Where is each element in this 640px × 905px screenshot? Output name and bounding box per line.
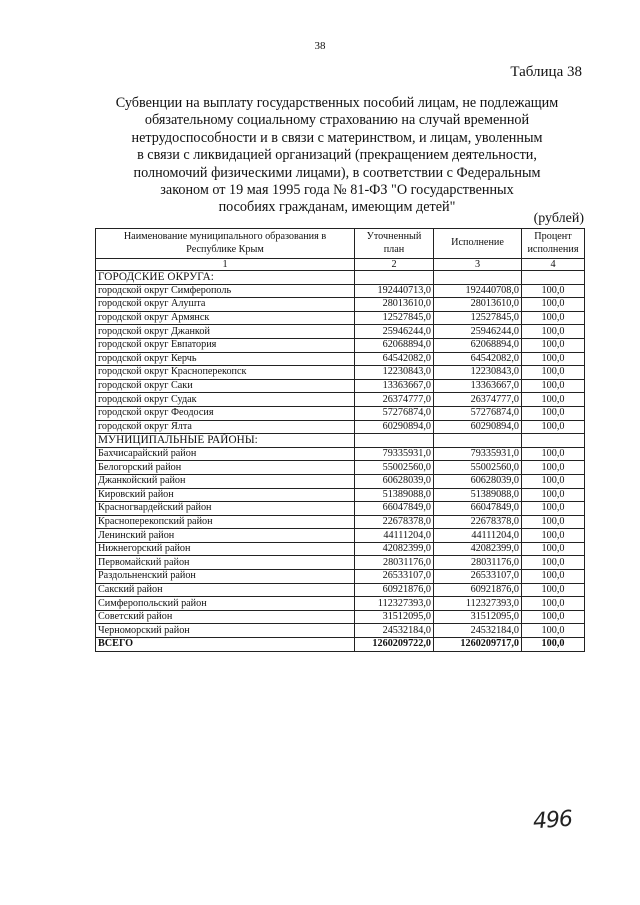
cell-plan: 79335931,0 — [355, 447, 434, 461]
cell-name: городской округ Алушта — [96, 298, 355, 312]
column-number: 1 — [96, 259, 355, 271]
cell-name: городской округ Джанкой — [96, 325, 355, 339]
cell-name: ГОРОДСКИЕ ОКРУГА: — [96, 271, 355, 285]
cell-percent: 100,0 — [522, 556, 585, 570]
cell-execution: 26374777,0 — [434, 393, 522, 407]
cell-plan: 57276874,0 — [355, 406, 434, 420]
table-row — [96, 597, 585, 611]
header-name: Наименование муниципального образования в Республике Крым — [96, 229, 355, 259]
cell-name: Бахчисарайский район — [96, 447, 355, 461]
handwritten-page-number: 496 — [532, 806, 573, 835]
cell-execution: 44111204,0 — [434, 529, 522, 543]
cell-name: ВСЕГО — [96, 638, 355, 652]
cell-plan: 12230843,0 — [355, 366, 434, 380]
table-row — [96, 624, 585, 638]
section-row — [96, 434, 585, 448]
cell-plan: 25946244,0 — [355, 325, 434, 339]
cell-execution: 79335931,0 — [434, 447, 522, 461]
cell-percent: 100,0 — [522, 311, 585, 325]
cell-percent: 100,0 — [522, 570, 585, 584]
table-header-row — [96, 229, 585, 259]
cell-percent: 100,0 — [522, 515, 585, 529]
title-line: Субвенции на выплату государственных пособий лицам, не подлежащим — [115, 95, 559, 111]
cell-execution: 42082399,0 — [434, 542, 522, 556]
cell-percent: 100,0 — [522, 610, 585, 624]
table-row — [96, 338, 585, 352]
title-line: обязательному социальному страхованию на случай временной — [144, 112, 530, 129]
cell-name: МУНИЦИПАЛЬНЫЕ РАЙОНЫ: — [96, 434, 355, 448]
title-line: законом от 19 мая 1995 года № 81-ФЗ "О государственных — [160, 182, 514, 199]
title-line: полномочий физическими лицами), в соответствии с Федеральным — [133, 164, 541, 181]
cell-name: городской округ Саки — [96, 379, 355, 393]
total-row — [96, 638, 585, 652]
title-line: в связи с ликвидацией организаций (прекращением деятельности, — [137, 147, 537, 164]
table-row — [96, 461, 585, 475]
cell-percent: 100,0 — [522, 298, 585, 312]
cell-name: городской округ Керчь — [96, 352, 355, 366]
cell-name: Джанкойский район — [96, 474, 355, 488]
cell-execution: 25946244,0 — [434, 325, 522, 339]
column-number: 2 — [355, 259, 434, 271]
table-row — [96, 325, 585, 339]
cell-name: Красногвардейский район — [96, 502, 355, 516]
column-number: 3 — [434, 259, 522, 271]
cell-percent: 100,0 — [522, 542, 585, 556]
cell-percent — [522, 271, 585, 285]
header-execution: Исполнение — [434, 229, 522, 259]
cell-execution: 31512095,0 — [434, 610, 522, 624]
cell-execution: 66047849,0 — [434, 502, 522, 516]
table-row — [96, 502, 585, 516]
units-label: (рублей) — [533, 211, 584, 226]
cell-name: Советский район — [96, 610, 355, 624]
cell-percent: 100,0 — [522, 420, 585, 434]
header-plan: Уточненный план — [355, 229, 434, 259]
cell-name: Нижнегорский район — [96, 542, 355, 556]
cell-percent: 100,0 — [522, 624, 585, 638]
section-row — [96, 271, 585, 285]
column-numbers-row — [96, 259, 585, 271]
cell-percent: 100,0 — [522, 638, 585, 652]
cell-name: Первомайский район — [96, 556, 355, 570]
cell-name: Сакский район — [96, 583, 355, 597]
cell-execution: 60290894,0 — [434, 420, 522, 434]
table-row — [96, 570, 585, 584]
cell-plan: 31512095,0 — [355, 610, 434, 624]
cell-execution: 64542082,0 — [434, 352, 522, 366]
table-label: Таблица 38 — [510, 64, 582, 80]
cell-execution — [434, 271, 522, 285]
cell-plan: 24532184,0 — [355, 624, 434, 638]
cell-percent: 100,0 — [522, 366, 585, 380]
cell-plan: 26374777,0 — [355, 393, 434, 407]
cell-execution: 62068894,0 — [434, 338, 522, 352]
cell-plan: 44111204,0 — [355, 529, 434, 543]
cell-plan: 1260209722,0 — [355, 638, 434, 652]
cell-name: Ленинский район — [96, 529, 355, 543]
cell-plan — [355, 271, 434, 285]
cell-percent: 100,0 — [522, 379, 585, 393]
table-row — [96, 447, 585, 461]
table-row — [96, 583, 585, 597]
cell-percent: 100,0 — [522, 583, 585, 597]
cell-percent: 100,0 — [522, 529, 585, 543]
cell-percent: 100,0 — [522, 502, 585, 516]
cell-name: городской округ Армянск — [96, 311, 355, 325]
cell-plan: 112327393,0 — [355, 597, 434, 611]
cell-name: Белогорский район — [96, 461, 355, 475]
cell-execution: 51389088,0 — [434, 488, 522, 502]
cell-execution: 13363667,0 — [434, 379, 522, 393]
table-row — [96, 556, 585, 570]
cell-name: Красноперекопский район — [96, 515, 355, 529]
cell-plan: 60628039,0 — [355, 474, 434, 488]
cell-execution: 26533107,0 — [434, 570, 522, 584]
cell-plan: 55002560,0 — [355, 461, 434, 475]
document-title — [92, 95, 582, 217]
title-line: пособиях гражданам, имеющим детей" — [218, 199, 456, 216]
cell-name: городской округ Судак — [96, 393, 355, 407]
cell-plan: 66047849,0 — [355, 502, 434, 516]
cell-execution: 60921876,0 — [434, 583, 522, 597]
cell-plan: 64542082,0 — [355, 352, 434, 366]
cell-name: городской округ Ялта — [96, 420, 355, 434]
cell-name: Черноморский район — [96, 624, 355, 638]
cell-execution: 112327393,0 — [434, 597, 522, 611]
cell-execution: 1260209717,0 — [434, 638, 522, 652]
cell-percent: 100,0 — [522, 393, 585, 407]
cell-execution: 28031176,0 — [434, 556, 522, 570]
cell-plan: 60921876,0 — [355, 583, 434, 597]
cell-plan: 51389088,0 — [355, 488, 434, 502]
cell-execution: 57276874,0 — [434, 406, 522, 420]
table-row — [96, 406, 585, 420]
cell-execution: 192440708,0 — [434, 284, 522, 298]
cell-plan: 26533107,0 — [355, 570, 434, 584]
cell-percent: 100,0 — [522, 284, 585, 298]
table-row — [96, 529, 585, 543]
cell-plan — [355, 434, 434, 448]
table-row — [96, 515, 585, 529]
cell-percent: 100,0 — [522, 474, 585, 488]
cell-name: Симферопольский район — [96, 597, 355, 611]
table-row — [96, 352, 585, 366]
cell-execution: 12527845,0 — [434, 311, 522, 325]
cell-execution: 22678378,0 — [434, 515, 522, 529]
cell-plan: 28031176,0 — [355, 556, 434, 570]
cell-percent: 100,0 — [522, 488, 585, 502]
cell-name: городской округ Евпатория — [96, 338, 355, 352]
cell-percent: 100,0 — [522, 352, 585, 366]
cell-plan: 62068894,0 — [355, 338, 434, 352]
cell-execution — [434, 434, 522, 448]
cell-percent: 100,0 — [522, 447, 585, 461]
table-row — [96, 542, 585, 556]
cell-execution: 24532184,0 — [434, 624, 522, 638]
cell-plan: 28013610,0 — [355, 298, 434, 312]
cell-execution: 12230843,0 — [434, 366, 522, 380]
table-row — [96, 610, 585, 624]
cell-percent: 100,0 — [522, 338, 585, 352]
cell-plan: 60290894,0 — [355, 420, 434, 434]
cell-percent: 100,0 — [522, 597, 585, 611]
table-row — [96, 311, 585, 325]
table-row — [96, 379, 585, 393]
cell-percent — [522, 434, 585, 448]
cell-execution: 28013610,0 — [434, 298, 522, 312]
cell-percent: 100,0 — [522, 325, 585, 339]
header-percent: Процент исполнения — [522, 229, 585, 259]
cell-name: городской округ Феодосия — [96, 406, 355, 420]
page-number: 38 — [314, 40, 326, 52]
cell-name: городской округ Красноперекопск — [96, 366, 355, 380]
cell-name: Кировский район — [96, 488, 355, 502]
cell-percent: 100,0 — [522, 406, 585, 420]
cell-plan: 12527845,0 — [355, 311, 434, 325]
cell-plan: 13363667,0 — [355, 379, 434, 393]
subventions-table — [95, 228, 585, 652]
cell-plan: 192440713,0 — [355, 284, 434, 298]
table-row — [96, 420, 585, 434]
column-number: 4 — [522, 259, 585, 271]
table-row — [96, 488, 585, 502]
table-row — [96, 366, 585, 380]
table-body — [96, 271, 585, 652]
cell-execution: 60628039,0 — [434, 474, 522, 488]
cell-plan: 42082399,0 — [355, 542, 434, 556]
cell-percent: 100,0 — [522, 461, 585, 475]
table-row — [96, 298, 585, 312]
cell-execution: 55002560,0 — [434, 461, 522, 475]
table-row — [96, 474, 585, 488]
cell-name: Раздольненский район — [96, 570, 355, 584]
cell-plan: 22678378,0 — [355, 515, 434, 529]
table-row — [96, 393, 585, 407]
title-line: нетрудоспособности и в связи с материнством, и лицам, уволенным — [131, 129, 543, 146]
cell-name: городской округ Симферополь — [96, 284, 355, 298]
table-row — [96, 284, 585, 298]
